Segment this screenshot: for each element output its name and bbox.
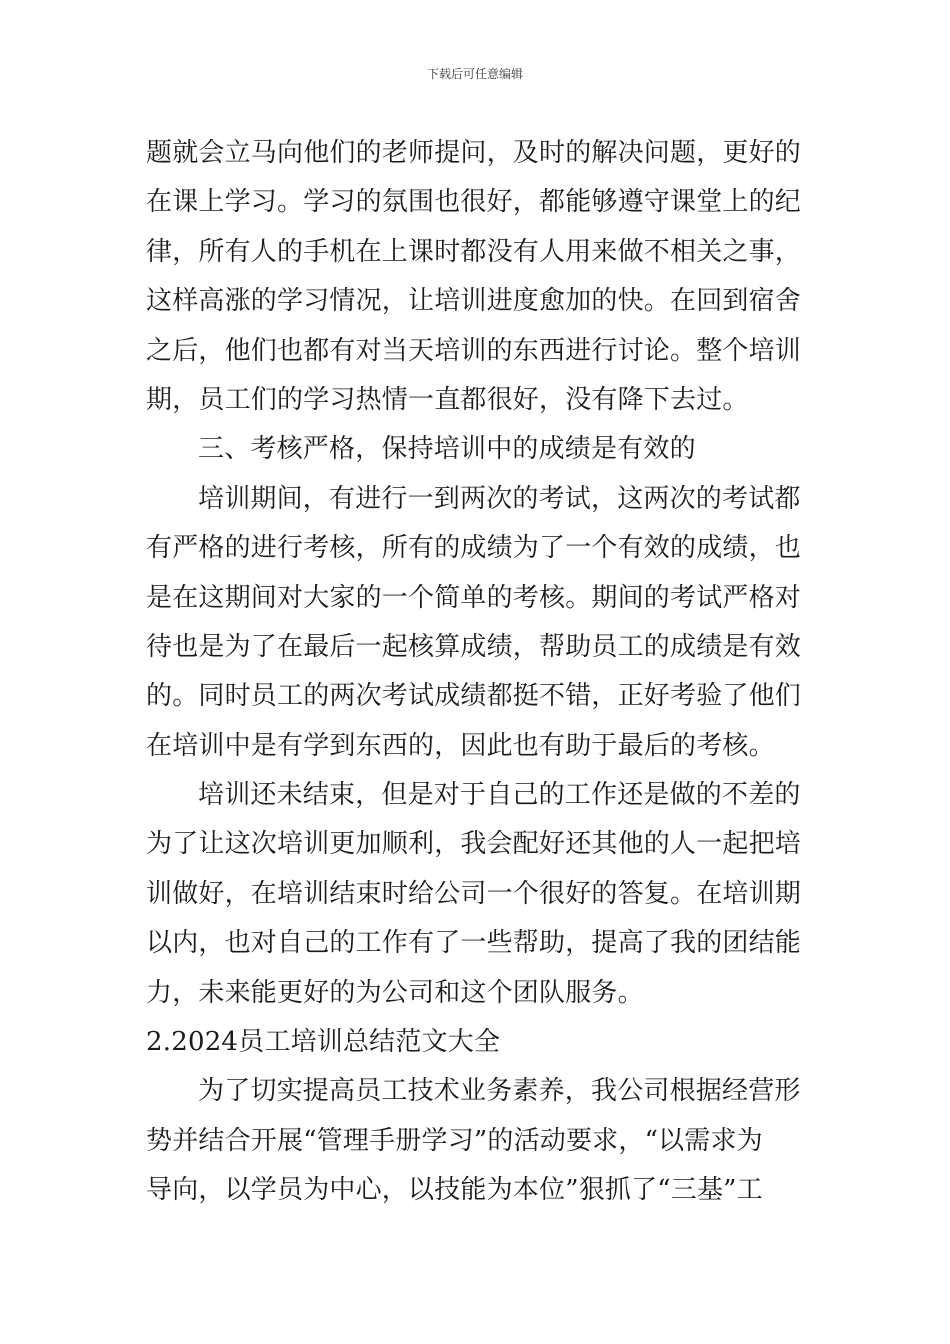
text-line: 在课上学习。学习的氛围也很好，都能够遵守课堂上的纪 bbox=[146, 187, 802, 218]
paragraph-start-line: 培训期间，有进行一到两次的考试，这两次的考试都 bbox=[198, 483, 801, 514]
text-line: 这样高涨的学习情况，让培训进度愈加的快。在回到宿舍 bbox=[146, 286, 802, 317]
text-line: 为了让这次培训更加顺利，我会配好还其他的人一起把培 bbox=[146, 829, 802, 860]
section-heading: 三、考核严格，保持培训中的成绩是有效的 bbox=[198, 434, 696, 465]
text-line: 势并结合开展“管理手册学习”的活动要求，“以需求为 bbox=[146, 1125, 763, 1156]
article-title: 2.2024员工培训总结范文大全 bbox=[146, 1027, 501, 1058]
document-body bbox=[146, 129, 808, 1216]
text-line: 的。同时员工的两次考试成绩都挺不错，正好考验了他们 bbox=[146, 681, 802, 712]
text-line: 期，员工们的学习热情一直都很好，没有降下去过。 bbox=[146, 384, 749, 415]
text-line: 力，未来能更好的为公司和这个团队服务。 bbox=[146, 977, 644, 1008]
text-line: 待也是为了在最后一起核算成绩，帮助员工的成绩是有效 bbox=[146, 631, 802, 662]
text-line: 有严格的进行考核，所有的成绩为了一个有效的成绩，也 bbox=[146, 533, 802, 564]
text-line: 之后，他们也都有对当天培训的东西进行讨论。整个培训 bbox=[146, 335, 802, 366]
paragraph-start-line: 培训还未结束，但是对于自己的工作还是做的不差的 bbox=[198, 780, 801, 811]
text-line: 律，所有人的手机在上课时都没有人用来做不相关之事， bbox=[146, 236, 802, 267]
text-line: 在培训中是有学到东西的，因此也有助于最后的考核。 bbox=[146, 730, 775, 761]
text-line: 训做好，在培训结束时给公司一个很好的答复。在培训期 bbox=[146, 878, 802, 909]
text-line: 题就会立马向他们的老师提问，及时的解决问题，更好的 bbox=[146, 138, 802, 168]
text-line: 导向，以学员为中心，以技能为本位”狠抓了“三基”工 bbox=[146, 1175, 763, 1206]
paragraph-start-line: 为了切实提高员工技术业务素养，我公司根据经营形 bbox=[198, 1076, 801, 1107]
text-line: 是在这期间对大家的一个简单的考核。期间的考试严格对 bbox=[146, 582, 802, 613]
page-header-note: 下载后可任意编辑 bbox=[426, 67, 523, 81]
text-line: 以内，也对自己的工作有了一些帮助，提高了我的团结能 bbox=[146, 928, 802, 959]
